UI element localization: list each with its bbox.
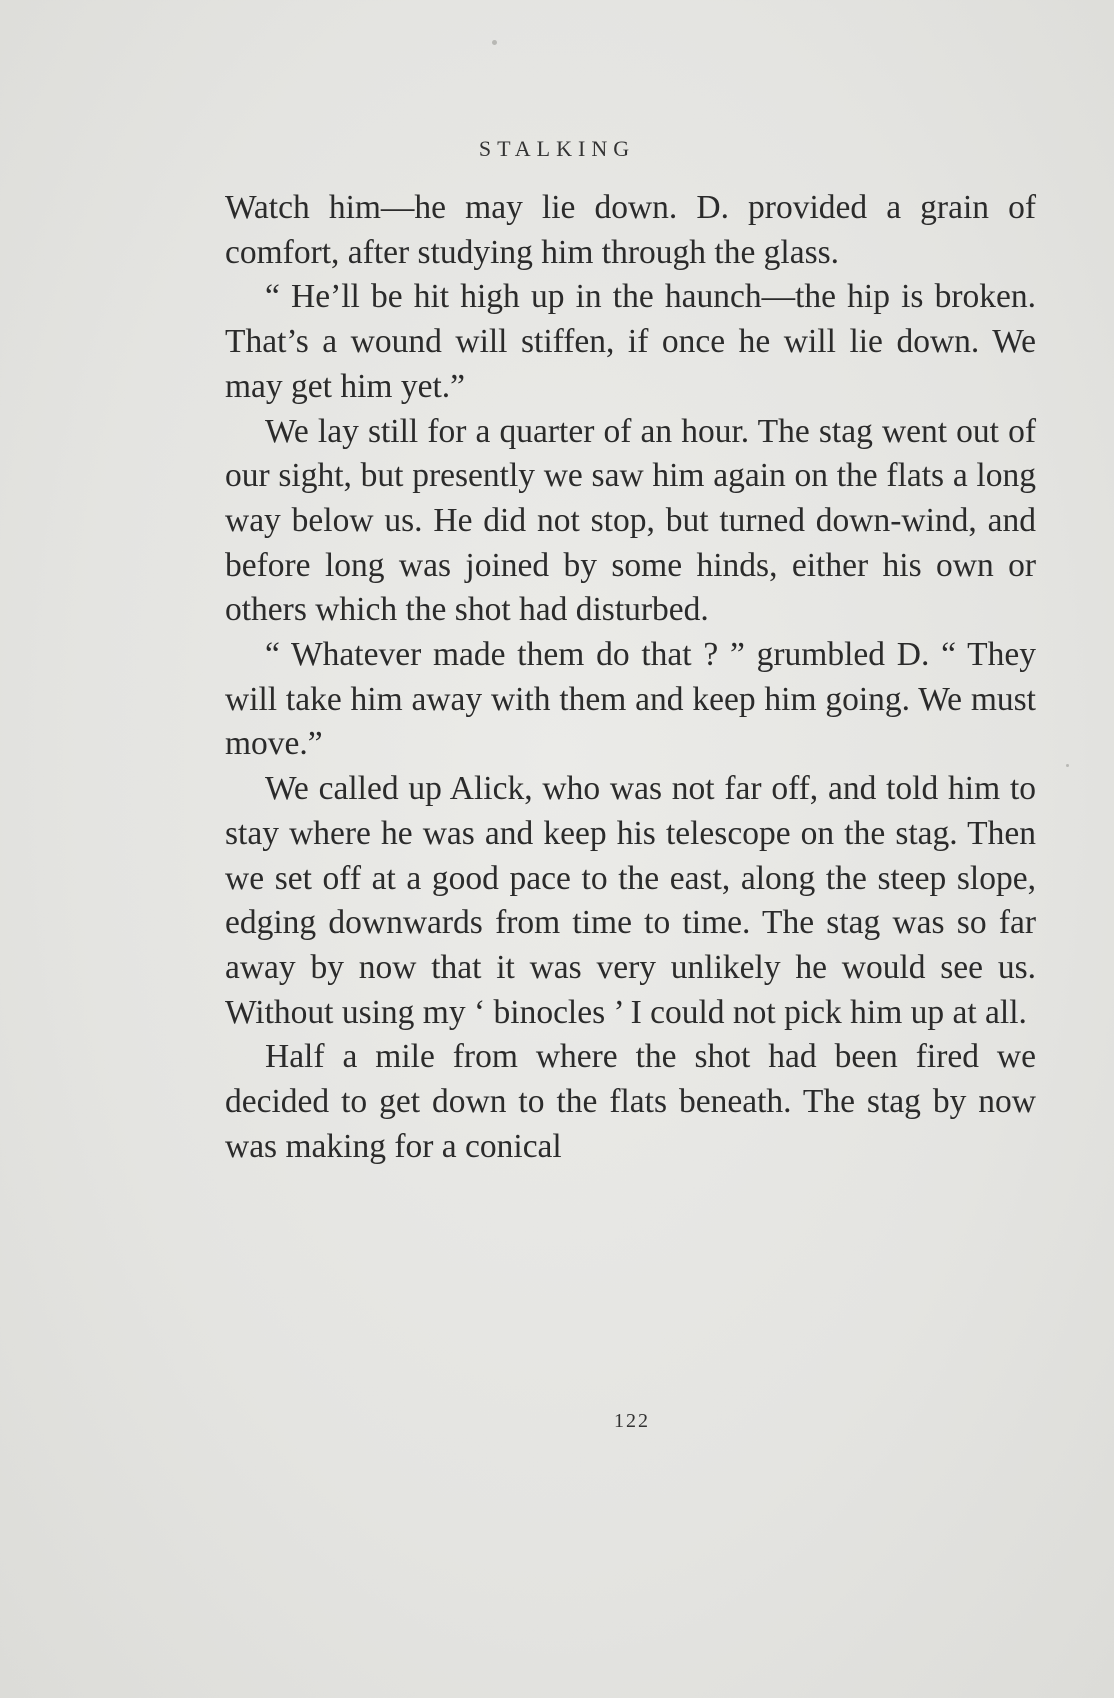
paragraph: Watch him—he may lie down. D. provided a grain of comfort, after studying him through the glass. [225,189,1036,271]
paragraph: “ He’ll be hit high up in the haunch—the hip is broken. That’s a wound will stiffen, if once he will lie down. We may get him yet.” [225,278,1036,405]
body-text [225,186,1036,1169]
running-head: STALKING [478,136,636,161]
paper-speck [1066,764,1069,767]
paragraph: “ Whatever made them do that ? ” grumbled D. “ They will take him away with them and keep him going. We must move.” [225,636,1036,763]
paragraph: We lay still for a quarter of an hour. The stag went out of our sight, but presently we saw him again on the flats a long way below us. He did not stop, but turned down-wind, and before long was joined by some hinds, either his own or others which the shot had disturbed. [225,412,1036,629]
paper-speck [492,40,497,45]
paragraph: Half a mile from where the shot had been fired we decided to get down to the flats beneath. The stag by now was making for a conical [225,1038,1036,1165]
page-number: 122 [614,1410,650,1432]
paragraph: We called up Alick, who was not far off, and told him to stay where he was and keep his telescope on the stag. Then we set off at a good pace to the east, along the steep slope, edging downwards from time to time. The stag was so far away by now that it was very unlikely he would see us. Without using my ‘ binocles ’ I could not pick him up at all. [225,770,1036,1031]
